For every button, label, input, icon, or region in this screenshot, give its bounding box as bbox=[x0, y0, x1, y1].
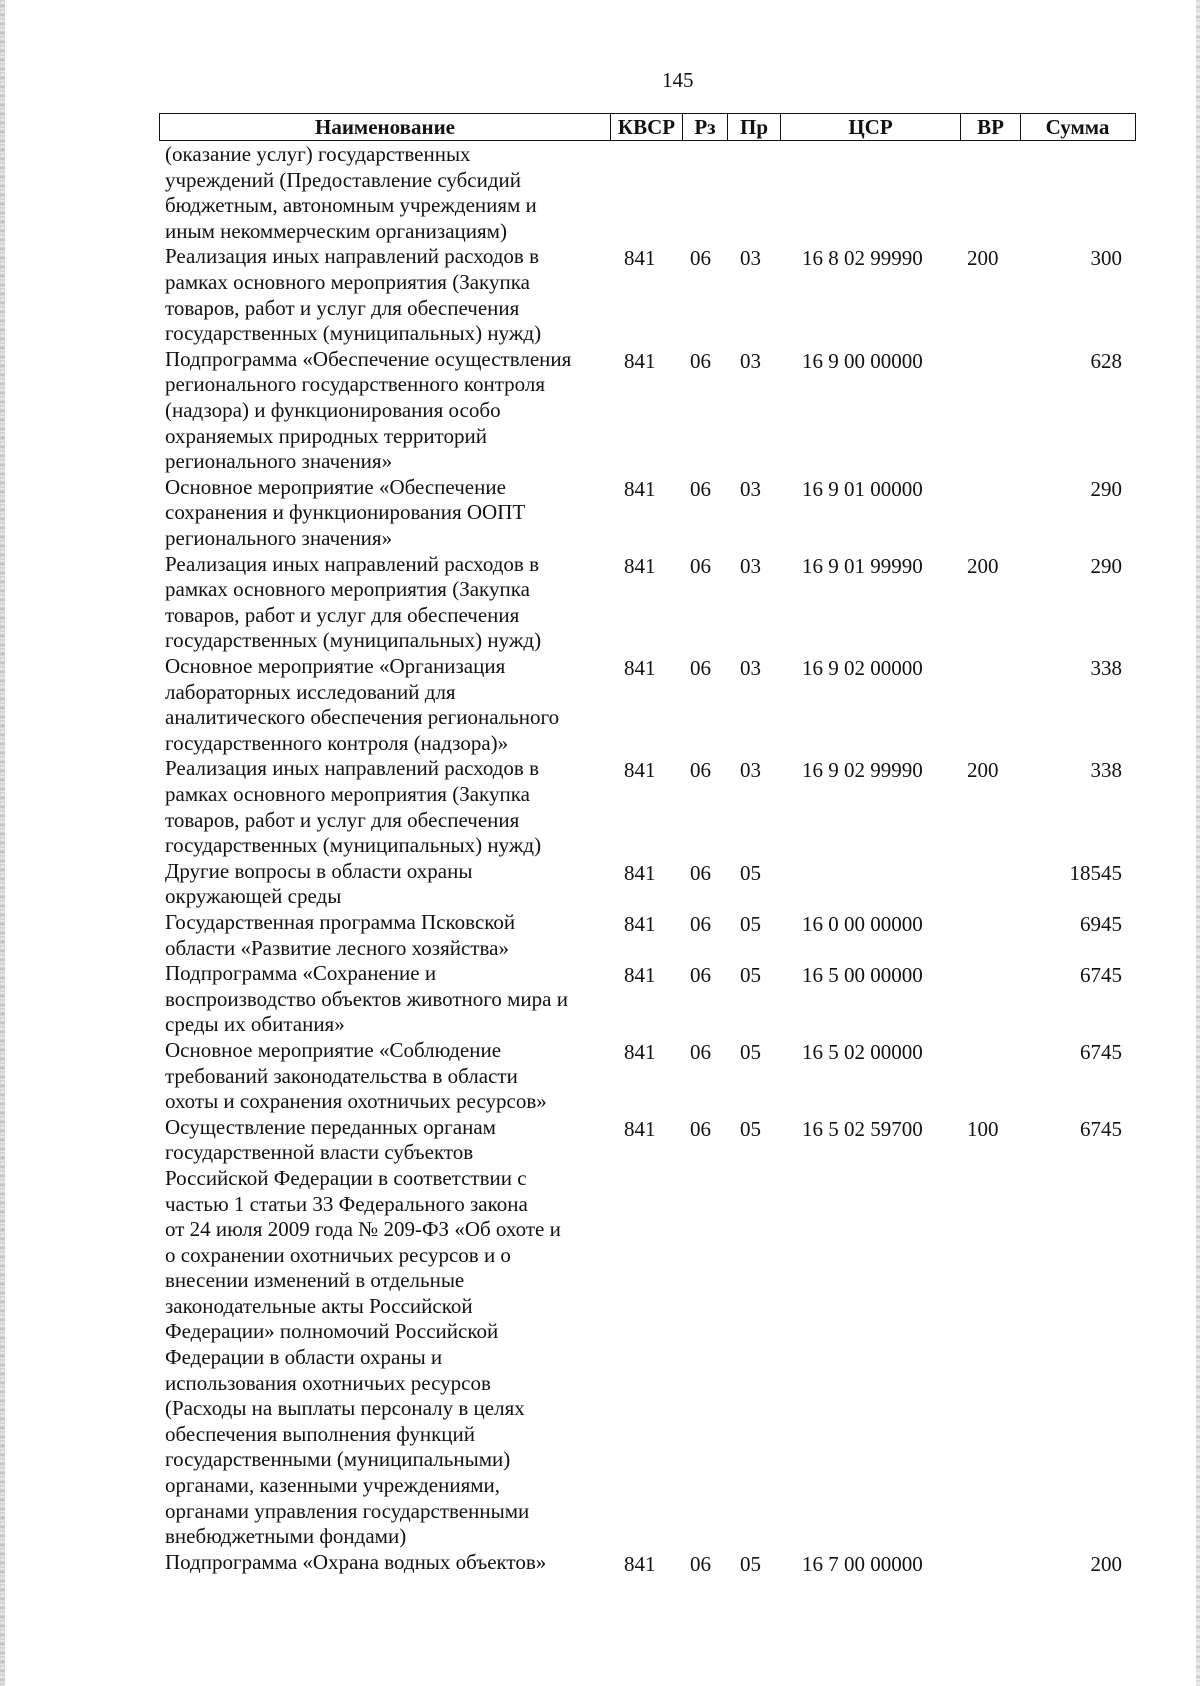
cell-kvsr: 841 bbox=[624, 860, 656, 885]
row-name bbox=[165, 1550, 595, 1576]
header-sum: Сумма bbox=[1020, 114, 1134, 140]
cell-rz: 06 bbox=[690, 348, 711, 373]
header-vr: ВР bbox=[960, 114, 1020, 140]
cell-csr: 16 5 00 00000 bbox=[802, 963, 923, 988]
cell-csr: 16 0 00 00000 bbox=[802, 911, 923, 936]
cell-pr: 03 bbox=[740, 476, 761, 501]
row-name bbox=[165, 961, 595, 1038]
cell-pr: 03 bbox=[740, 246, 761, 271]
cell-kvsr: 841 bbox=[624, 348, 656, 373]
row-name-line: Другие вопросы в области охраны bbox=[165, 858, 473, 883]
cell-pr: 05 bbox=[740, 1551, 761, 1576]
table-row bbox=[0, 654, 1200, 756]
row-name-line: рамках основного мероприятия (Закупка bbox=[165, 781, 530, 806]
row-name-line: требований законодательства в области bbox=[165, 1063, 518, 1088]
row-name-line: Российской Федерации в соответствии с bbox=[165, 1165, 527, 1190]
cell-sum: 6945 bbox=[1080, 911, 1122, 936]
table-row bbox=[0, 475, 1200, 552]
row-name-line: Федерации» полномочий Российской bbox=[165, 1319, 499, 1344]
cell-kvsr: 841 bbox=[624, 246, 656, 271]
row-name bbox=[165, 654, 595, 756]
cell-rz: 06 bbox=[690, 860, 711, 885]
row-name bbox=[165, 552, 595, 654]
row-name bbox=[165, 859, 595, 910]
row-name-line: аналитического обеспечения регионального bbox=[165, 705, 560, 730]
row-name-line: государственных (муниципальных) нужд) bbox=[165, 321, 542, 346]
table-row bbox=[0, 347, 1200, 475]
row-name-line: использования охотничьих ресурсов bbox=[165, 1370, 491, 1395]
row-name-line: органами управления государственными bbox=[165, 1498, 530, 1523]
cell-kvsr: 841 bbox=[624, 655, 656, 680]
cell-kvsr: 841 bbox=[624, 553, 656, 578]
page-number: 145 bbox=[662, 68, 694, 92]
cell-rz: 06 bbox=[690, 963, 711, 988]
row-name-line: воспроизводство объектов животного мира и bbox=[165, 986, 568, 1011]
table-row bbox=[0, 1550, 1200, 1576]
row-name-line: Реализация иных направлений расходов в bbox=[165, 551, 540, 576]
row-name-line: Подпрограмма «Охрана водных объектов» bbox=[165, 1549, 547, 1574]
row-name-line: регионального государственного контроля bbox=[165, 372, 545, 397]
row-name-line: законодательные акты Российской bbox=[165, 1293, 473, 1318]
cell-sum: 290 bbox=[1090, 476, 1122, 501]
cell-kvsr: 841 bbox=[624, 1551, 656, 1576]
row-name-line: товаров, работ и услуг для обеспечения bbox=[165, 602, 520, 627]
row-name-line: регионального значения» bbox=[165, 525, 393, 550]
header-pr: Пр bbox=[727, 114, 780, 140]
row-name bbox=[165, 1038, 595, 1115]
row-name-line: Государственная программа Псковской bbox=[165, 909, 516, 934]
row-name-line: бюджетным, автономным учреждениям и bbox=[165, 193, 537, 218]
row-name-line: окружающей среды bbox=[165, 884, 342, 909]
row-name-line: Реализация иных направлений расходов в bbox=[165, 244, 540, 269]
row-name bbox=[165, 756, 595, 858]
cell-csr: 16 9 02 00000 bbox=[802, 655, 923, 680]
row-name-line: Основное мероприятие «Соблюдение bbox=[165, 1037, 502, 1062]
row-name-line: органами, казенными учреждениями, bbox=[165, 1473, 501, 1498]
cell-pr: 03 bbox=[740, 348, 761, 373]
cell-sum: 290 bbox=[1090, 553, 1122, 578]
row-name-line: регионального значения» bbox=[165, 449, 393, 474]
row-name-line: иным некоммерческим организациям) bbox=[165, 218, 507, 243]
row-name-line: среды их обитания» bbox=[165, 1012, 345, 1037]
cell-vr: 200 bbox=[967, 758, 999, 783]
row-name-line: лабораторных исследований для bbox=[165, 679, 456, 704]
cell-csr: 16 9 00 00000 bbox=[802, 348, 923, 373]
header-csr: ЦСР bbox=[780, 114, 960, 140]
cell-csr: 16 7 00 00000 bbox=[802, 1551, 923, 1576]
cell-pr: 05 bbox=[740, 1116, 761, 1141]
table-row bbox=[0, 244, 1200, 346]
table-row bbox=[0, 859, 1200, 910]
row-name-line: Реализация иных направлений расходов в bbox=[165, 756, 540, 781]
row-name-line: Основное мероприятие «Организация bbox=[165, 653, 506, 678]
cell-rz: 06 bbox=[690, 476, 711, 501]
cell-rz: 06 bbox=[690, 553, 711, 578]
row-name-line: внебюджетными фондами) bbox=[165, 1524, 407, 1549]
row-name-line: частью 1 статьи 33 Федерального закона bbox=[165, 1191, 528, 1216]
row-name-line: рамках основного мероприятия (Закупка bbox=[165, 577, 530, 602]
row-name-line: государственного контроля (надзора)» bbox=[165, 730, 509, 755]
cell-kvsr: 841 bbox=[624, 963, 656, 988]
row-name-line: товаров, работ и услуг для обеспечения bbox=[165, 295, 520, 320]
row-name-line: Федерации в области охраны и bbox=[165, 1345, 443, 1370]
row-name-line: обеспечения выполнения функций bbox=[165, 1421, 476, 1446]
table-row bbox=[0, 910, 1200, 961]
cell-pr: 05 bbox=[740, 860, 761, 885]
cell-vr: 200 bbox=[967, 246, 999, 271]
cell-kvsr: 841 bbox=[624, 1039, 656, 1064]
row-name-line: Подпрограмма «Обеспечение осуществления bbox=[165, 346, 572, 371]
table-body bbox=[0, 142, 1200, 1576]
header-name: Наименование bbox=[315, 115, 455, 139]
cell-csr: 16 9 02 99990 bbox=[802, 758, 923, 783]
row-name-line: охраняемых природных территорий bbox=[165, 423, 487, 448]
row-name-line: государственных (муниципальных) нужд) bbox=[165, 628, 542, 653]
cell-pr: 05 bbox=[740, 1039, 761, 1064]
row-name-line: учреждений (Предоставление субсидий bbox=[165, 167, 522, 192]
cell-kvsr: 841 bbox=[624, 476, 656, 501]
cell-sum: 338 bbox=[1090, 758, 1122, 783]
row-name-line: рамках основного мероприятия (Закупка bbox=[165, 269, 530, 294]
cell-pr: 03 bbox=[740, 655, 761, 680]
cell-csr: 16 9 01 00000 bbox=[802, 476, 923, 501]
row-name-line: (надзора) и функционирования особо bbox=[165, 397, 501, 422]
cell-sum: 300 bbox=[1090, 246, 1122, 271]
row-name-line: Основное мероприятие «Обеспечение bbox=[165, 474, 506, 499]
row-name-line: государственной власти субъектов bbox=[165, 1140, 474, 1165]
row-name bbox=[165, 1115, 595, 1550]
cell-kvsr: 841 bbox=[624, 911, 656, 936]
row-name-line: Подпрограмма «Сохранение и bbox=[165, 961, 437, 986]
row-name-line: области «Развитие лесного хозяйства» bbox=[165, 935, 509, 960]
table-row bbox=[0, 961, 1200, 1038]
cell-sum: 338 bbox=[1090, 655, 1122, 680]
cell-sum: 6745 bbox=[1080, 1039, 1122, 1064]
table-row bbox=[0, 1038, 1200, 1115]
cell-rz: 06 bbox=[690, 246, 711, 271]
row-name bbox=[165, 475, 595, 552]
row-name-line: о сохранении охотничьих ресурсов и о bbox=[165, 1242, 511, 1267]
row-name bbox=[165, 142, 595, 244]
row-name bbox=[165, 244, 595, 346]
cell-pr: 05 bbox=[740, 963, 761, 988]
cell-rz: 06 bbox=[690, 758, 711, 783]
row-name-line: государственными (муниципальными) bbox=[165, 1447, 511, 1472]
cell-csr: 16 9 01 99990 bbox=[802, 553, 923, 578]
cell-sum: 6745 bbox=[1080, 963, 1122, 988]
cell-vr: 100 bbox=[967, 1116, 999, 1141]
cell-sum: 200 bbox=[1090, 1551, 1122, 1576]
table-row bbox=[0, 142, 1200, 244]
cell-pr: 03 bbox=[740, 553, 761, 578]
cell-pr: 05 bbox=[740, 911, 761, 936]
header-kvsr: КВСР bbox=[610, 114, 682, 140]
cell-csr: 16 5 02 59700 bbox=[802, 1116, 923, 1141]
row-name bbox=[165, 910, 595, 961]
cell-rz: 06 bbox=[690, 1551, 711, 1576]
cell-rz: 06 bbox=[690, 1116, 711, 1141]
cell-kvsr: 841 bbox=[624, 1116, 656, 1141]
row-name-line: внесении изменений в отдельные bbox=[165, 1268, 465, 1293]
row-name-line: товаров, работ и услуг для обеспечения bbox=[165, 807, 520, 832]
cell-pr: 03 bbox=[740, 758, 761, 783]
row-name-line: (Расходы на выплаты персоналу в целях bbox=[165, 1396, 525, 1421]
cell-csr: 16 8 02 99990 bbox=[802, 246, 923, 271]
row-name-line: от 24 июля 2009 года № 209-ФЗ «Об охоте и bbox=[165, 1217, 561, 1242]
cell-rz: 06 bbox=[690, 655, 711, 680]
table-row bbox=[0, 756, 1200, 858]
table-row bbox=[0, 1115, 1200, 1550]
table-row bbox=[0, 552, 1200, 654]
cell-rz: 06 bbox=[690, 911, 711, 936]
cell-sum: 6745 bbox=[1080, 1116, 1122, 1141]
cell-sum: 18545 bbox=[1069, 860, 1122, 885]
cell-rz: 06 bbox=[690, 1039, 711, 1064]
cell-sum: 628 bbox=[1090, 348, 1122, 373]
row-name bbox=[165, 347, 595, 475]
row-name-line: сохранения и функционирования ООПТ bbox=[165, 500, 526, 525]
row-name-line: охоты и сохранения охотничьих ресурсов» bbox=[165, 1089, 547, 1114]
row-name-line: государственных (муниципальных) нужд) bbox=[165, 833, 542, 858]
cell-kvsr: 841 bbox=[624, 758, 656, 783]
cell-csr: 16 5 02 00000 bbox=[802, 1039, 923, 1064]
table-header bbox=[159, 113, 1136, 141]
row-name-line: Осуществление переданных органам bbox=[165, 1114, 496, 1139]
cell-vr: 200 bbox=[967, 553, 999, 578]
header-rz: Рз bbox=[682, 114, 727, 140]
row-name-line: (оказание услуг) государственных bbox=[165, 142, 471, 166]
